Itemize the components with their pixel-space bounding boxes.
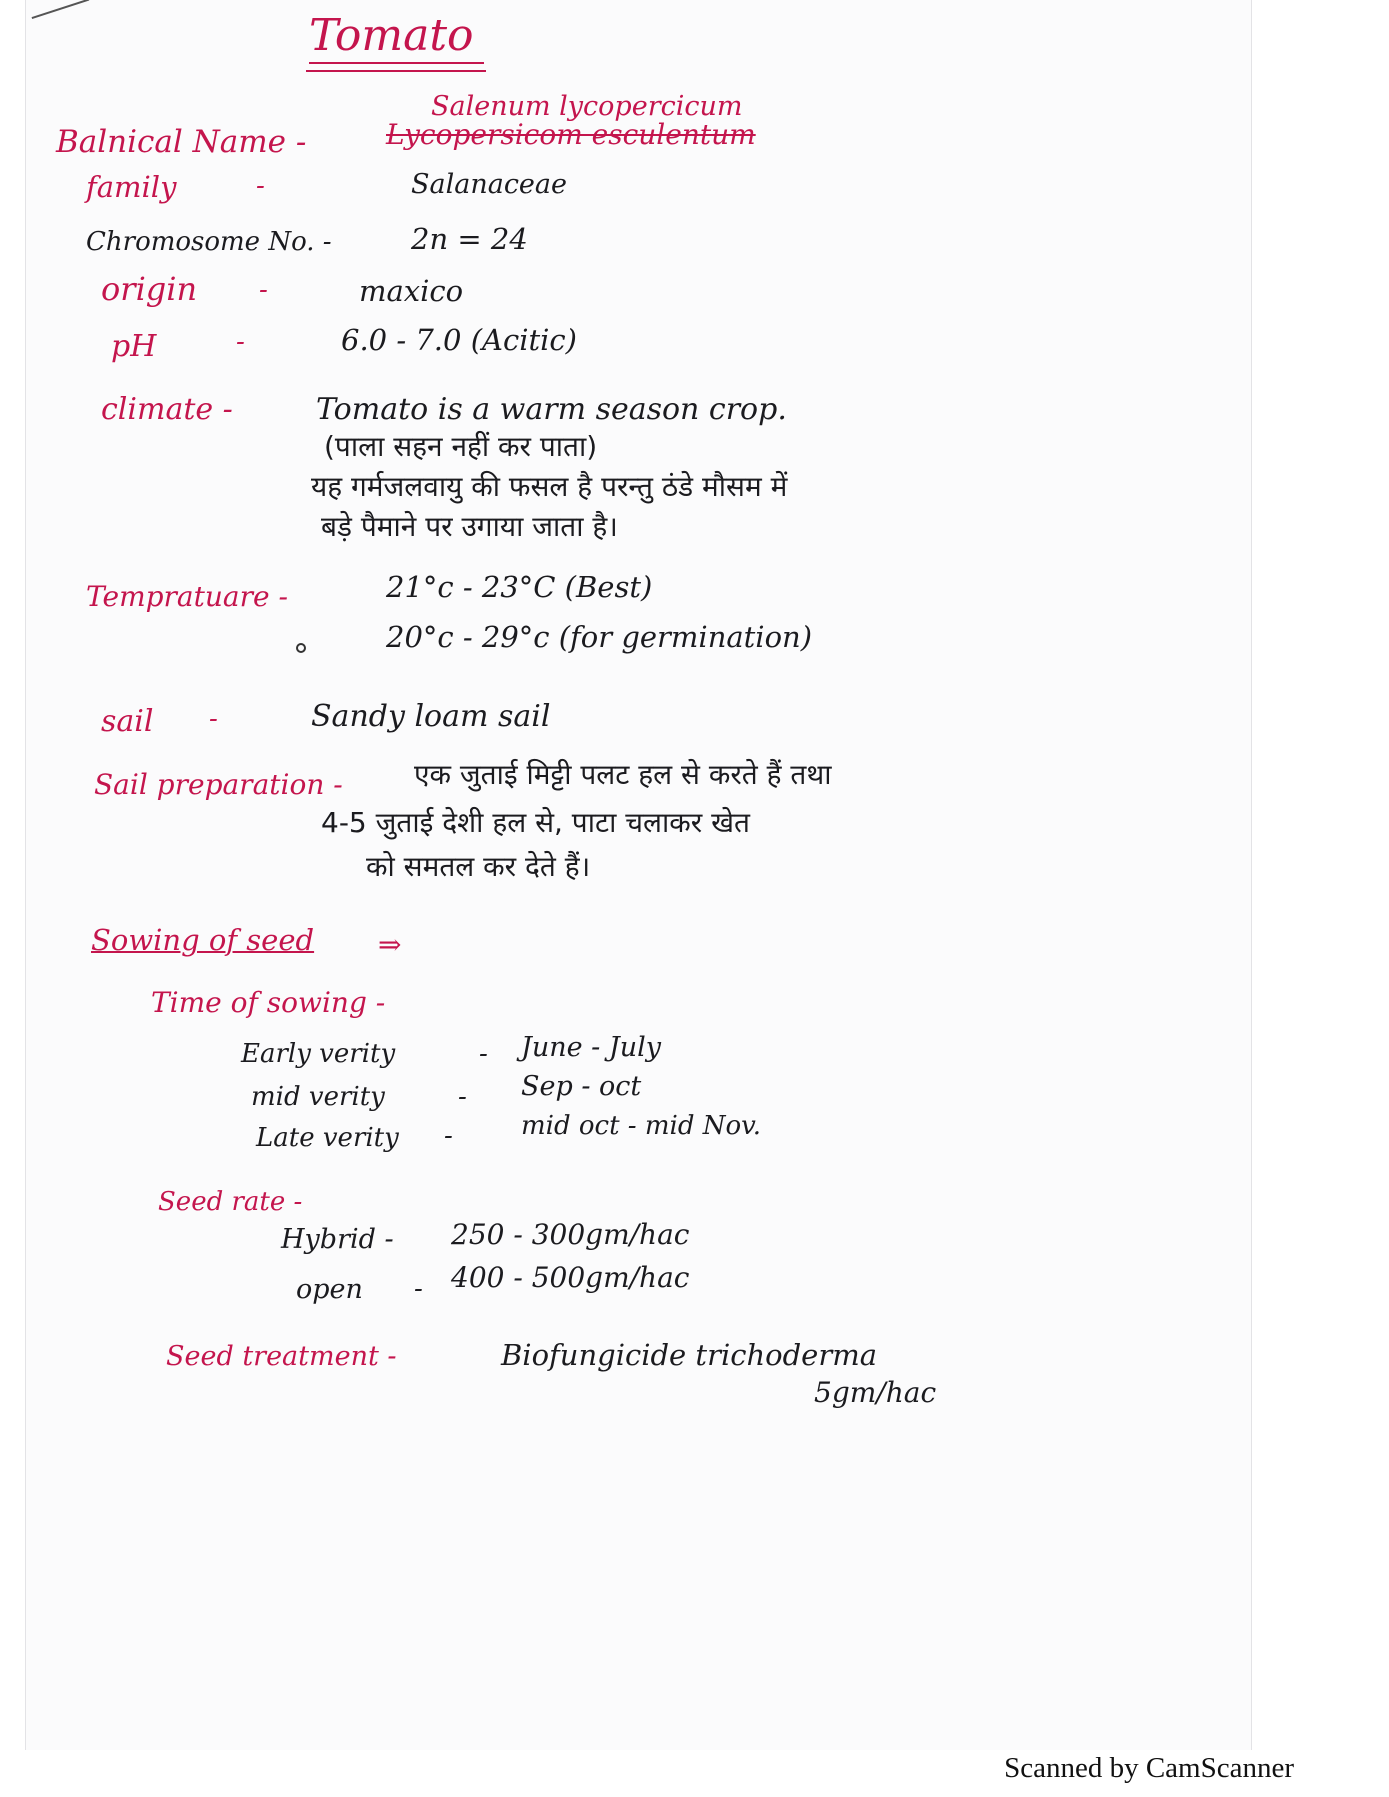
- seed-rate-hybrid-value: 250 - 300gm/hac: [451, 1218, 690, 1251]
- botanical-old-name: Lycopersicom esculentum: [386, 118, 756, 151]
- climate-line-2: (पाला सहन नहीं कर पाता): [324, 430, 598, 463]
- climate-label: climate -: [101, 392, 233, 427]
- climate-line-1: Tomato is a warm season crop.: [316, 392, 787, 427]
- soil-value: Sandy loam sail: [311, 699, 551, 734]
- family-label: family: [86, 170, 177, 204]
- soil-dash: -: [209, 704, 218, 734]
- sowing-arrow: ⇒: [378, 928, 402, 961]
- climate-line-3: यह गर्मजलवायु की फसल है परन्तु ठंडे मौसम में: [311, 470, 788, 503]
- variety-time-early: June - July: [521, 1032, 661, 1063]
- ph-label: pH: [111, 329, 157, 364]
- seed-rate-label: Seed rate -: [158, 1187, 303, 1217]
- notebook-page: [25, 0, 1252, 1750]
- botanical-label: Balnical Name -: [56, 124, 307, 160]
- variety-name-early: Early verity: [241, 1039, 396, 1069]
- ph-value: 6.0 - 7.0 (Acitic): [341, 323, 577, 357]
- temperature-best: 21°c - 23°C (Best): [386, 570, 653, 604]
- variety-name-mid: mid verity: [251, 1082, 385, 1112]
- seed-treatment-label: Seed treatment -: [166, 1341, 397, 1372]
- variety-dash-late: -: [444, 1121, 453, 1151]
- origin-dash: -: [259, 275, 268, 305]
- seed-rate-hybrid-label: Hybrid -: [281, 1224, 394, 1255]
- scanner-watermark: Scanned by CamScanner: [1004, 1752, 1294, 1784]
- seed-rate-open-label: open: [296, 1274, 363, 1305]
- seed-treatment-line-2: 5gm/hac: [814, 1376, 937, 1409]
- title-underline: [309, 62, 484, 64]
- page-title: Tomato: [309, 10, 474, 61]
- family-value: Salanaceae: [411, 169, 567, 200]
- seed-rate-open-value: 400 - 500gm/hac: [451, 1261, 690, 1294]
- time-of-sowing-label: Time of sowing -: [151, 986, 386, 1019]
- sowing-heading: Sowing of seed: [91, 923, 315, 957]
- stray-dot: [296, 643, 306, 653]
- temperature-germination: 20°c - 29°c (for germination): [386, 620, 813, 654]
- variety-time-late: mid oct - mid Nov.: [521, 1111, 762, 1141]
- variety-dash-mid: -: [458, 1082, 467, 1112]
- seed-treatment-line-1: Biofungicide trichoderma: [501, 1338, 877, 1372]
- soil-prep-line-2: 4-5 जुताई देशी हल से, पाटा चलाकर खेत: [321, 806, 750, 839]
- ph-dash: -: [236, 327, 245, 357]
- variety-dash-early: -: [479, 1039, 488, 1069]
- origin-label: origin: [101, 270, 198, 308]
- chromosome-value: 2n = 24: [411, 222, 528, 256]
- soil-prep-line-3: को समतल कर देते हैं।: [366, 850, 591, 883]
- soil-prep-label: Sail preparation -: [94, 768, 343, 801]
- variety-name-late: Late verity: [256, 1123, 399, 1153]
- seed-rate-open-dash: -: [414, 1274, 423, 1304]
- title-underline-2: [306, 70, 486, 72]
- temperature-label: Tempratuare -: [86, 580, 288, 613]
- page-corner-mark: [26, 0, 89, 19]
- variety-time-mid: Sep - oct: [521, 1071, 642, 1102]
- soil-label: sail: [101, 704, 154, 739]
- chromosome-label: Chromosome No. -: [86, 227, 332, 257]
- family-dash: -: [256, 171, 265, 201]
- soil-prep-line-1: एक जुताई मिट्टी पलट हल से करते हैं तथा: [414, 758, 832, 791]
- origin-value: maxico: [359, 274, 464, 308]
- climate-line-4: बड़े पैमाने पर उगाया जाता है।: [321, 510, 618, 543]
- botanical-new-name: Salenum lycopercicum: [431, 91, 743, 122]
